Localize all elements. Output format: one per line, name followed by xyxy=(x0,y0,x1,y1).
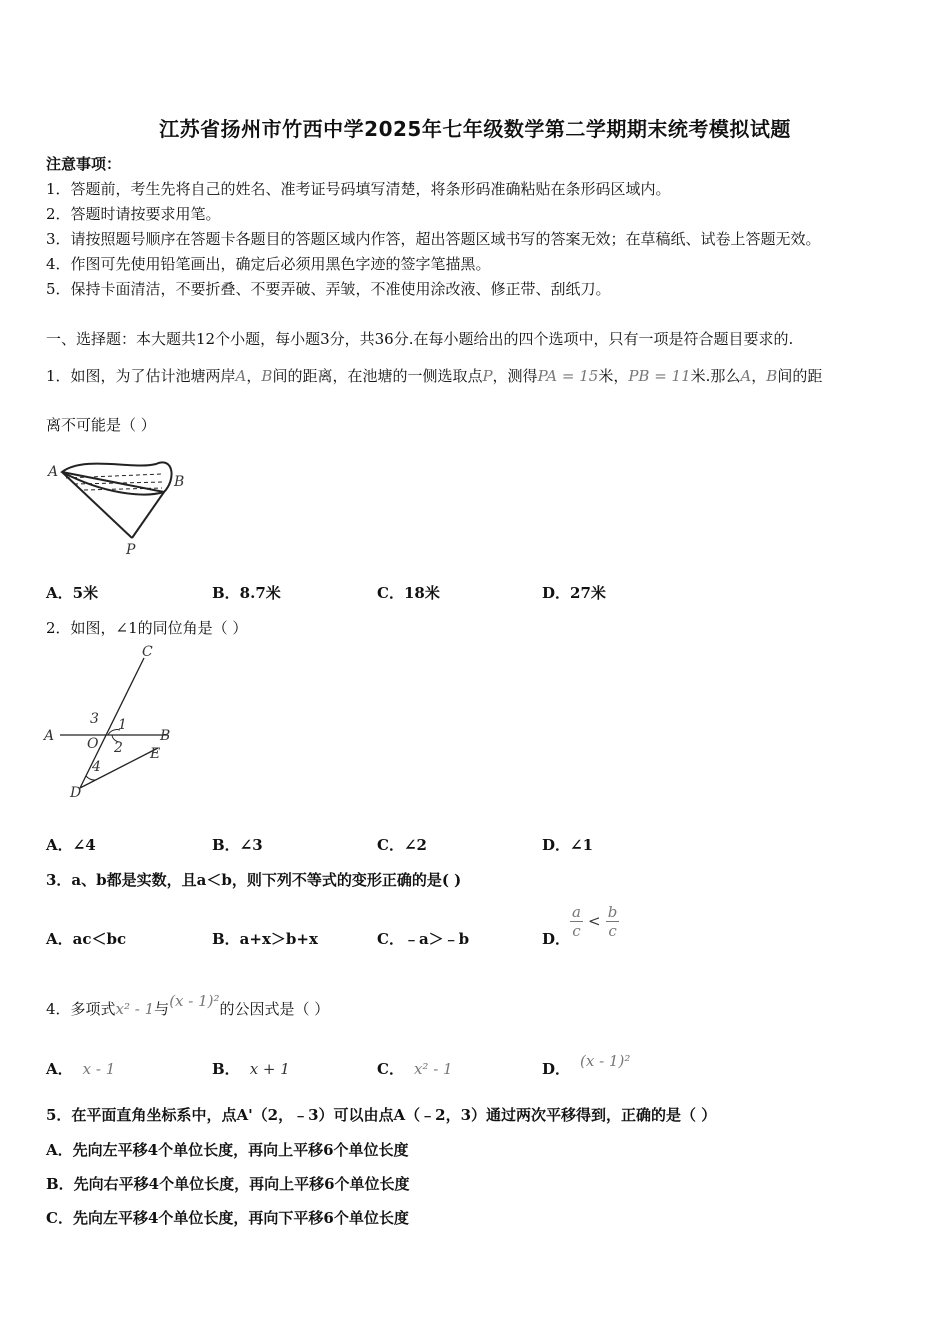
label-b: B xyxy=(174,474,185,490)
label-b: B xyxy=(160,728,171,744)
q4-option-b[interactable]: B． x + 1 xyxy=(212,1060,290,1078)
segment-pb xyxy=(132,492,164,538)
angle-label-4: 4 xyxy=(92,759,101,775)
label-d: D xyxy=(70,785,82,801)
q1-option-b[interactable]: B．8.7米 xyxy=(212,584,281,602)
q3-option-b[interactable]: B．a+x＞b+x xyxy=(212,930,318,948)
section-heading: 一、选择题：本大题共12个小题，每小题3分，共36分.在每小题给出的四个选项中，只有一项是符合题目要求的. xyxy=(46,330,794,348)
q5-option-a[interactable]: A．先向左平移4个单位长度，再向上平移6个单位长度 xyxy=(46,1141,409,1159)
q2-option-b[interactable]: B．∠3 xyxy=(212,836,263,854)
q5-option-c[interactable]: C．先向左平移4个单位长度，再向下平移6个单位长度 xyxy=(46,1209,409,1227)
notice-item: 1．答题前，考生先将自己的姓名、准考证号码填写清楚，将条形码准确粘贴在条形码区域内。 xyxy=(46,180,671,198)
q4-option-d[interactable]: D． (x - 1)² xyxy=(542,1052,631,1078)
q1-option-c[interactable]: C．18米 xyxy=(377,584,440,602)
notice-item: 2．答题时请按要求用笔。 xyxy=(46,205,221,223)
angle-label-3: 3 xyxy=(90,711,99,727)
label-o: O xyxy=(87,736,99,752)
segment-pa xyxy=(62,472,132,538)
q1-option-d[interactable]: D．27米 xyxy=(542,584,606,602)
q2-option-a[interactable]: A．∠4 xyxy=(46,836,96,854)
q2-option-c[interactable]: C．∠2 xyxy=(377,836,427,854)
question-3-text: 3．a、b都是实数，且a＜b，则下列不等式的变形正确的是( ) xyxy=(46,871,462,889)
angle-label-2: 2 xyxy=(114,740,123,756)
q3-option-c[interactable]: C．﹣a＞﹣b xyxy=(377,930,470,948)
question-1-text: 1．如图，为了估计池塘两岸A，B间的距离，在池塘的一侧选取点P，测得PA = 15米，PB = 11米.那么A，B间的距 xyxy=(46,367,823,385)
question-4-text: 4．多项式x² - 1与(x - 1)²的公因式是（ ） xyxy=(46,992,330,1018)
question-1-text-cont: 离不可能是（ ） xyxy=(46,416,156,434)
q5-option-b[interactable]: B．先向右平移4个单位长度，再向上平移6个单位长度 xyxy=(46,1175,410,1193)
angle-label-1: 1 xyxy=(118,717,127,733)
angle-arc xyxy=(86,776,96,780)
label-a: A xyxy=(44,728,55,744)
q4-option-c[interactable]: C． x² - 1 xyxy=(377,1060,453,1078)
notice-item: 5．保持卡面清洁，不要折叠、不要弄破、弄皱，不准使用涂改液、修正带、刮纸刀。 xyxy=(46,280,611,298)
label-e: E xyxy=(150,746,161,762)
angles-figure xyxy=(40,640,190,805)
notice-item: 3．请按照题号顺序在答题卡各题目的答题区域内作答，超出答题区域书写的答案无效；在草稿纸、试卷上答题无效。 xyxy=(46,230,821,248)
pond-figure xyxy=(44,450,204,560)
notice-heading: 注意事项： xyxy=(46,155,122,173)
label-c: C xyxy=(142,644,153,660)
q3-option-d-math[interactable]: $\frac{a}{c}$ < $\frac{b}{c}$ xyxy=(572,903,618,940)
q3-option-d-label[interactable]: D． xyxy=(542,930,571,948)
label-p: P xyxy=(126,542,136,558)
label-a: A xyxy=(48,464,59,480)
q3-option-a[interactable]: A．ac＜bc xyxy=(46,930,127,948)
question-5-text: 5．在平面直角坐标系中，点A'（2，﹣3）可以由点A（﹣2，3）通过两次平移得到，正确的是（ ） xyxy=(46,1106,717,1124)
q1-option-a[interactable]: A．5米 xyxy=(46,584,99,602)
q4-option-a[interactable]: A． x - 1 xyxy=(46,1060,116,1078)
q2-option-d[interactable]: D．∠1 xyxy=(542,836,594,854)
question-2-text: 2．如图，∠1的同位角是（ ） xyxy=(46,619,248,637)
notice-item: 4．作图可先使用铅笔画出，确定后必须用黑色字迹的签字笔描黑。 xyxy=(46,255,491,273)
page-title: 江苏省扬州市竹西中学2025年七年级数学第二学期期末统考模拟试题 xyxy=(159,117,791,141)
